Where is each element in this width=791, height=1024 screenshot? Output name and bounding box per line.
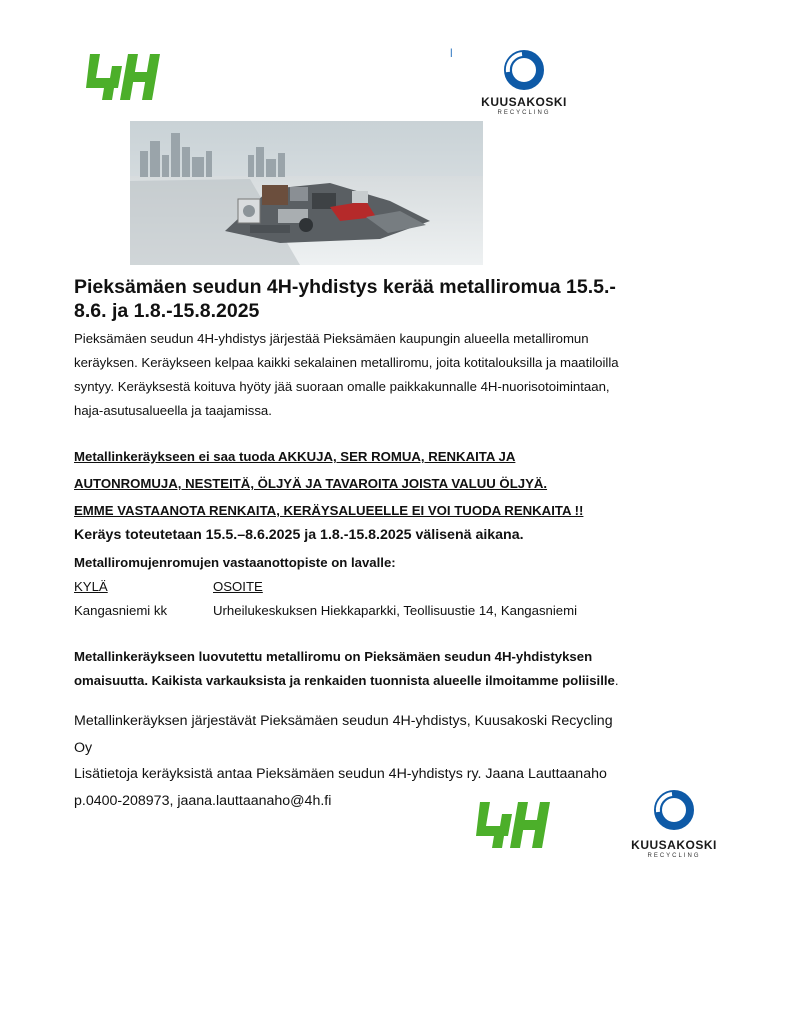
intro-line: keräyksen. Keräykseen kelpaa kaikki sekalainen metalliromu, joita kotitalouksilla ja maatiloilla	[74, 355, 619, 370]
kuusakoski-sub: RECYCLING	[497, 110, 551, 116]
intro-line: Pieksämäen seudun 4H-yhdistys järjestää Pieksämäen kaupungin alueella metalliromun	[74, 331, 589, 346]
table-cell-address: Urheilukeskuksen Hiekkaparkki, Teollisuustie 14, Kangasniemi	[213, 603, 578, 618]
title-line-2: 8.6. ja 1.8.-15.8.2025	[74, 300, 260, 322]
kuusakoski-emblem-icon	[502, 48, 546, 92]
table-header-address: OSOITE	[213, 579, 263, 594]
kuusakoski-logo-top	[470, 48, 578, 116]
kuusakoski-sub: RECYCLING	[647, 853, 701, 859]
kuusakoski-name: KUUSAKOSKI	[631, 838, 717, 852]
footer-line: Lisätietoja keräyksistä antaa Pieksämäen seudun 4H-yhdistys ry. Jaana Lauttaanaho	[74, 766, 607, 782]
intro-line: haja-asutusalueella ja taajamissa.	[74, 403, 272, 418]
4h-logo-bottom	[474, 802, 552, 848]
hero-image	[130, 121, 483, 265]
footer-line: Oy	[74, 739, 93, 756]
4h-logo-bottom-graphic	[474, 802, 552, 848]
warning-block	[74, 443, 754, 524]
warning-line: EMME VASTAANOTA RENKAITA, KERÄYSALUEELLE EI VOI TUODA RENKAITA !!	[74, 503, 584, 518]
organizers-paragraph	[74, 708, 694, 814]
intro-paragraph	[74, 327, 714, 423]
footer-line: Metallinkeräyksen järjestävät Pieksämäen seudun 4H-yhdistys, Kuusakoski Recycling	[74, 713, 613, 729]
ownership-line-2-end: .	[614, 673, 619, 688]
kuusakoski-emblem-icon	[652, 788, 696, 832]
warning-line: AUTONROMUJA, NESTEITÄ, ÖLJYÄ JA TAVAROITA JOISTA VALUU ÖLJYÄ.	[74, 476, 548, 491]
table-cell-village: Kangasniemi kk	[74, 603, 168, 618]
warning-line: Metallinkeräykseen ei saa tuoda AKKUJA, SER ROMUA, RENKAITA JA	[74, 449, 516, 464]
4h-logo-top	[84, 54, 162, 100]
page-title	[74, 275, 714, 323]
collection-period: Keräys toteutetaan 15.5.–8.6.2025 ja 1.8.-15.8.2025 välisenä aikana.	[74, 527, 524, 543]
ownership-line-2: omaisuutta. Kaikista varkauksista ja renkaiden tuonnista alueelle ilmoitamme poliisille	[74, 673, 615, 688]
ownership-line-2-wrap	[74, 669, 714, 693]
footer-line: p.0400-208973, jaana.lauttaanaho@4h.fi	[74, 792, 332, 809]
kuusakoski-name: KUUSAKOSKI	[481, 95, 567, 109]
intro-line: syntyy. Keräyksestä koituva hyöty jää suoraan omalle paikkakunnalle 4H-nuorisotoimintaan,	[74, 379, 610, 394]
ownership-notice	[74, 645, 714, 693]
ownership-line-1: Metallinkeräykseen luovutettu metalliromu on Pieksämäen seudun 4H-yhdistyksen	[74, 649, 593, 664]
page-marker: l	[450, 46, 453, 60]
table-header-village: KYLÄ	[74, 579, 108, 594]
kuusakoski-logo-bottom	[622, 788, 726, 859]
dropoff-heading: Metalliromujenromujen vastaanottopiste on lavalle:	[74, 555, 396, 570]
4h-logo-top-graphic	[84, 54, 162, 100]
scrap-pile-illustration	[130, 121, 483, 265]
title-line-1: Pieksämäen seudun 4H-yhdistys kerää metalliromua 15.5.-	[74, 276, 616, 298]
